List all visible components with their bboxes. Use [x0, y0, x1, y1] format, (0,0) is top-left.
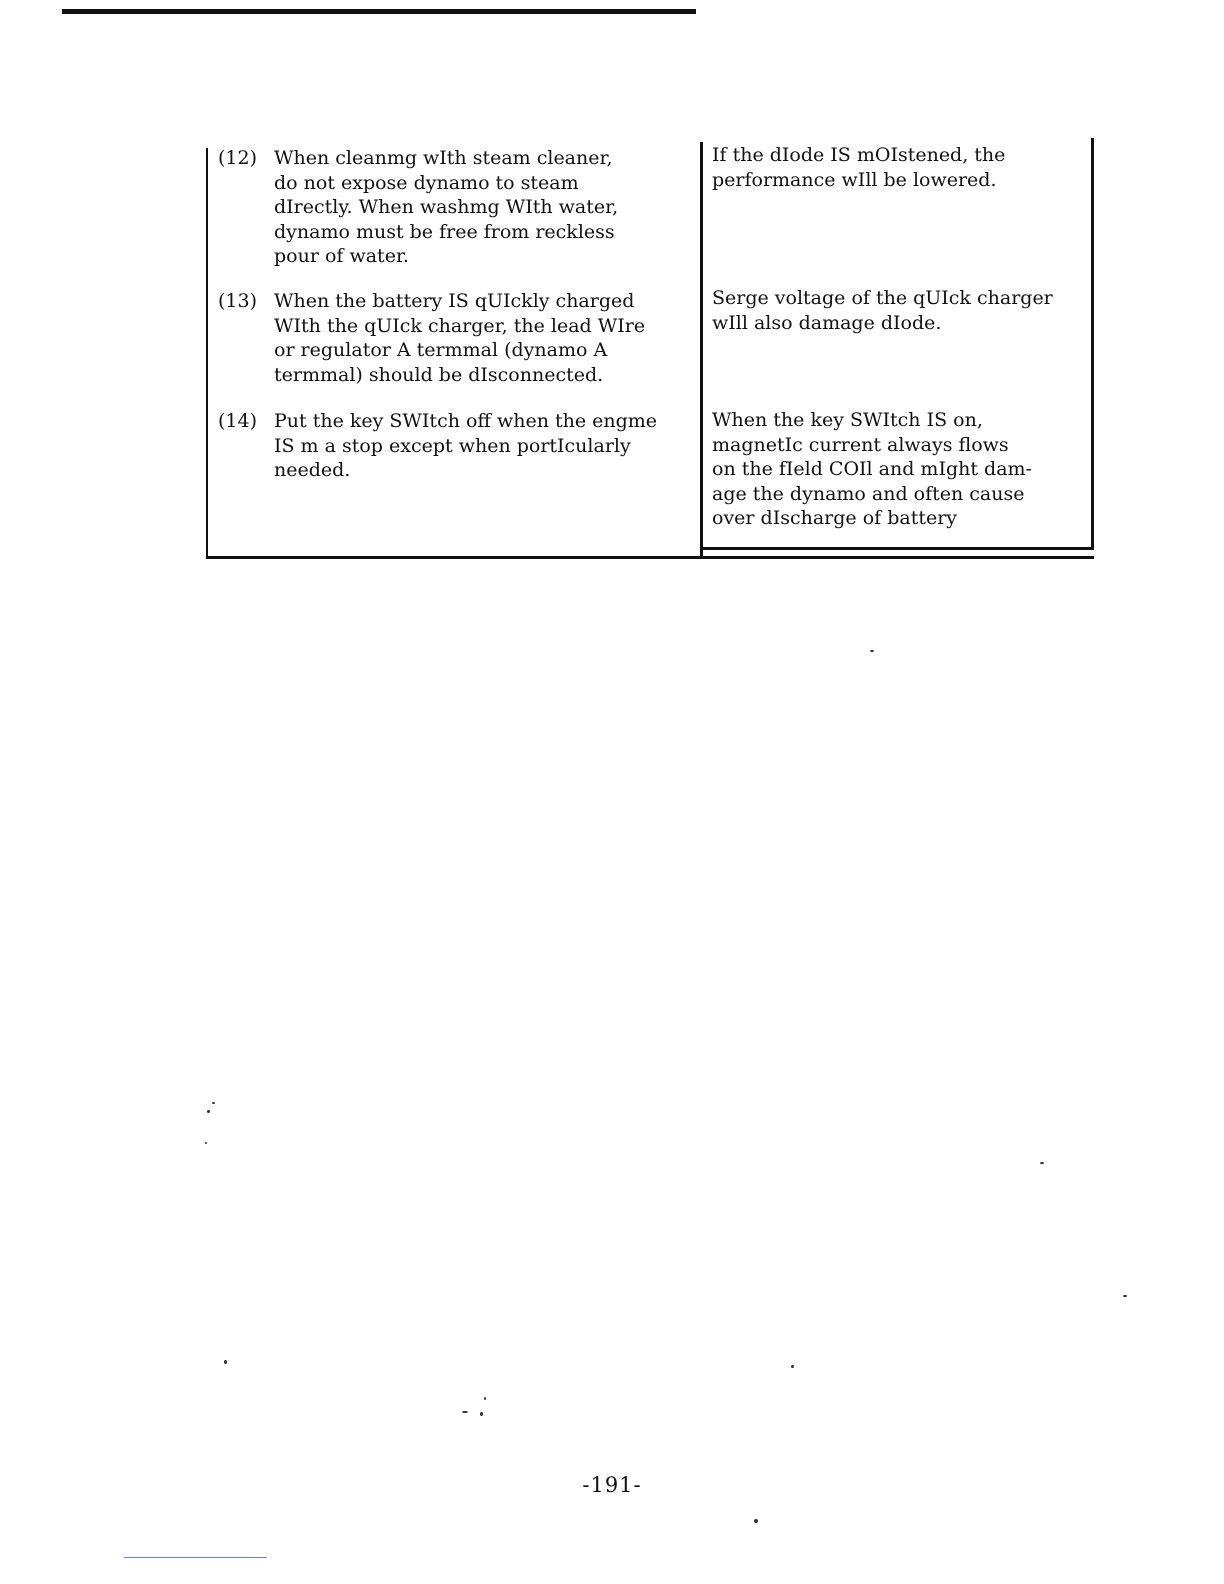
- scan-speck: [1123, 1295, 1127, 1297]
- reason-line: If the dIode IS mOIstened, the: [712, 144, 1006, 166]
- precautions-table: [206, 138, 1094, 558]
- scan-speck: [462, 1411, 468, 1413]
- scan-speck: [484, 1397, 486, 1400]
- top-rule: [62, 9, 696, 14]
- page-number: -191-: [582, 1473, 642, 1497]
- instruction-line: dIrectly. When washmg WIth water,: [274, 196, 619, 218]
- reason-line: magnetIc current always flows: [712, 433, 1009, 456]
- table-column-divider: [700, 142, 703, 556]
- instruction-line: IS m a stop except when portIcularly: [274, 434, 631, 457]
- scan-speck: [205, 1142, 207, 1144]
- instruction-line: Put the key SWItch off when the engme: [274, 410, 658, 432]
- instruction-line: dynamo must be free from reckless: [274, 220, 615, 243]
- instruction-text: [274, 409, 694, 483]
- scan-speck: [1040, 1162, 1044, 1164]
- instruction-line: needed.: [274, 459, 351, 481]
- table-right-border: [1091, 138, 1094, 550]
- item-number: (14): [218, 410, 258, 432]
- instruction-text: [274, 289, 694, 387]
- reason-line: Serge voltage of the qUIck charger: [712, 287, 1053, 309]
- scan-speck: [224, 1360, 227, 1364]
- scan-speck: [870, 650, 874, 652]
- table-left-border: [206, 148, 208, 558]
- instruction-line: When the battery IS qUIckly charged: [274, 290, 635, 312]
- reason-line: age the dynamo and often cause: [712, 482, 1025, 505]
- reason-line: When the key SWItch IS on,: [712, 409, 983, 431]
- scan-speck: [207, 1110, 210, 1113]
- instruction-line: When cleanmg wIth steam cleaner,: [274, 147, 613, 169]
- bottom-rule: [124, 1557, 267, 1558]
- scan-speck: [480, 1412, 483, 1416]
- instruction-line: do not expose dynamo to steam: [274, 171, 579, 194]
- reason-line: performance wIll be lowered.: [712, 168, 997, 191]
- reason-text: [712, 286, 1087, 335]
- reason-line: on the fIeld COIl and mIght dam-: [712, 458, 1032, 480]
- table-bottom-border-inner: [700, 547, 1094, 550]
- instruction-line: pour of water.: [274, 245, 409, 267]
- item-number: (12): [218, 147, 258, 169]
- item-number: (13): [218, 290, 258, 312]
- instruction-text: [274, 146, 694, 269]
- scan-speck: [791, 1365, 794, 1368]
- instruction-line: WIth the qUIck charger, the lead WIre: [274, 314, 646, 337]
- reason-line: over dIscharge of battery: [712, 507, 958, 529]
- table-bottom-border: [206, 556, 1094, 559]
- instruction-line: termmal) should be dIsconnected.: [274, 363, 604, 386]
- instruction-line: or regulator A termmal (dynamo A: [274, 339, 608, 361]
- scan-speck: [754, 1519, 758, 1523]
- reason-text: [712, 143, 1087, 192]
- reason-line: wIll also damage dIode.: [712, 311, 942, 334]
- reason-text: [712, 408, 1087, 531]
- scan-speck: [212, 1102, 215, 1104]
